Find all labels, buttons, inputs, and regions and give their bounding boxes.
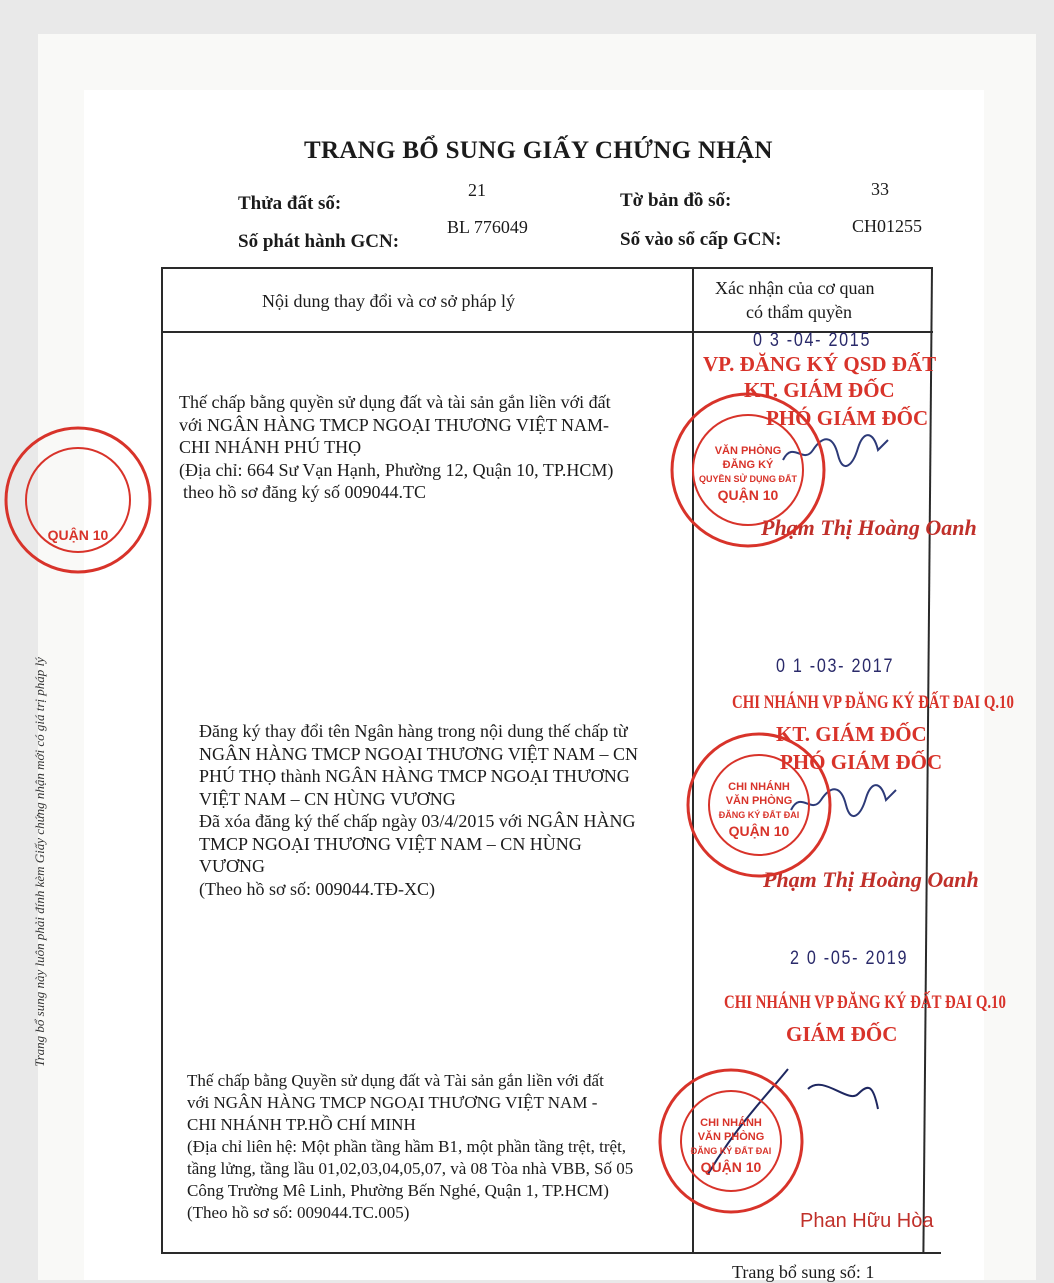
parcel-label: Thửa đất số: (238, 193, 342, 214)
entry-1-role2: PHÓ GIÁM ĐỐC (766, 406, 929, 430)
entry-2-role2: PHÓ GIÁM ĐỐC (780, 750, 943, 774)
entry-3-text: Thế chấp bằng Quyền sử dụng đất và Tài sản gắn liền với đất với NGÂN HÀNG TMCP NGOẠI THƯƠNG VIỆT NAM - CHI NHÁNH TP.HỒ CHÍ MINH (Địa chỉ liên hệ: Một phần tầng hầm B1, một phần tầng trệt, trệt, tầng lửng, tầng lầu 01,02,03,04,05,07, và 08 Tòa nhà VBB, Số 05 Công Trường Mê Linh, Phường Bến Nghé, Quận 1, TP.HCM) (Theo hồ sơ số: 009044.TC.005) (187, 1071, 634, 1222)
svg-text:ĐĂNG KÝ: ĐĂNG KÝ (722, 459, 774, 471)
svg-text:CHI NHÁNH: CHI NHÁNH (700, 1117, 762, 1129)
svg-text:ĐĂNG KÝ ĐẤT ĐAI: ĐĂNG KÝ ĐẤT ĐAI (690, 1146, 772, 1156)
issue-label: Số phát hành GCN: (238, 231, 400, 252)
svg-text:ĐĂNG KÝ ĐẤT ĐAI: ĐĂNG KÝ ĐẤT ĐAI (718, 810, 800, 820)
page-footer: Trang bổ sung số: 1 (732, 1262, 875, 1282)
svg-text:VĂN PHÒNG: VĂN PHÒNG (697, 1131, 765, 1143)
entry-2-role1: KT. GIÁM ĐỐC (776, 722, 927, 746)
col-confirm-header-line2: có thẩm quyền (746, 302, 852, 322)
entry-3-signer: Phan Hữu Hòa (800, 1210, 934, 1232)
page-title: TRANG BỔ SUNG GIẤY CHỨNG NHẬN (304, 137, 773, 164)
map-value: 33 (871, 179, 889, 199)
svg-text:QUẬN 10: QUẬN 10 (47, 527, 109, 543)
entry-1-office: VP. ĐĂNG KÝ QSD ĐẤT (703, 352, 937, 376)
svg-text:VĂN PHÒNG: VĂN PHÒNG (725, 795, 793, 807)
entry-3-date: 2 0 -05- 2019 (790, 948, 909, 969)
entry-3-role1: GIÁM ĐỐC (786, 1022, 898, 1046)
office-seal-2 (684, 730, 834, 880)
entry-1-text: Thế chấp bằng quyền sử dụng đất và tài sản gắn liền với đất với NGÂN HÀNG TMCP NGOẠI THƯƠNG VIỆT NAM- CHI NHÁNH PHÚ THỌ (Địa chỉ: 664 Sư Vạn Hạnh, Phường 12, Quận 10, TP.HCM) theo hồ sơ đăng ký số 009044.TC (179, 392, 614, 502)
svg-text:QUẬN 10: QUẬN 10 (728, 823, 790, 839)
svg-text:QUẬN 10: QUẬN 10 (717, 487, 779, 503)
svg-text:VĂN PHÒNG: VĂN PHÒNG (714, 445, 782, 457)
issue-value: BL 776049 (447, 217, 528, 237)
entry-2-signer: Phạm Thị Hoàng Oanh (763, 867, 979, 892)
col-confirm-header-line1: Xác nhận của cơ quan (715, 278, 875, 298)
col-content-header: Nội dung thay đổi và cơ sở pháp lý (262, 291, 516, 311)
register-value: CH01255 (852, 216, 923, 236)
entry-2-text: Đăng ký thay đổi tên Ngân hàng trong nội dung thế chấp từ NGÂN HÀNG TMCP NGOẠI THƯƠNG VIỆT NAM – CN PHÚ THỌ thành NGÂN HÀNG TMCP NGOẠI THƯƠNG VIỆT NAM – CN HÙNG VƯƠNG Đã xóa đăng ký thế chấp ngày 03/4/2015 với NGÂN HÀNG TMCP NGOẠI THƯƠNG VIỆT NAM – CN HÙNG VƯƠNG (Theo hồ sơ số: 009044.TĐ-XC) (199, 721, 638, 899)
margin-seal (0, 420, 158, 580)
map-label: Tờ bản đồ số: (620, 190, 732, 211)
entry-3-office: CHI NHÁNH VP ĐĂNG KÝ ĐẤT ĐAI Q.10 (724, 992, 1006, 1013)
parcel-value: 21 (468, 180, 486, 200)
office-seal-1 (668, 390, 828, 550)
entry-2-office: CHI NHÁNH VP ĐĂNG KÝ ĐẤT ĐAI Q.10 (732, 692, 1014, 713)
entry-1-signer: Phạm Thị Hoàng Oanh (761, 515, 977, 540)
entry-1-role1: KT. GIÁM ĐỐC (744, 378, 895, 402)
register-label: Số vào sổ cấp GCN: (620, 229, 782, 250)
entry-1-date: 0 3 -04- 2015 (753, 330, 872, 351)
document-page (32, 34, 1036, 1282)
margin-note: Trang bổ sung này luôn phải đính kèm Giấy chứng nhận mới có giá trị pháp lý (32, 657, 47, 1067)
entry-2-date: 0 1 -03- 2017 (776, 656, 895, 677)
svg-text:CHI NHÁNH: CHI NHÁNH (728, 781, 790, 793)
svg-text:QUẬN 10: QUẬN 10 (700, 1159, 762, 1175)
svg-text:QUYỀN SỬ DỤNG ĐẤT: QUYỀN SỬ DỤNG ĐẤT (699, 474, 797, 484)
office-seal-3 (656, 1066, 806, 1216)
